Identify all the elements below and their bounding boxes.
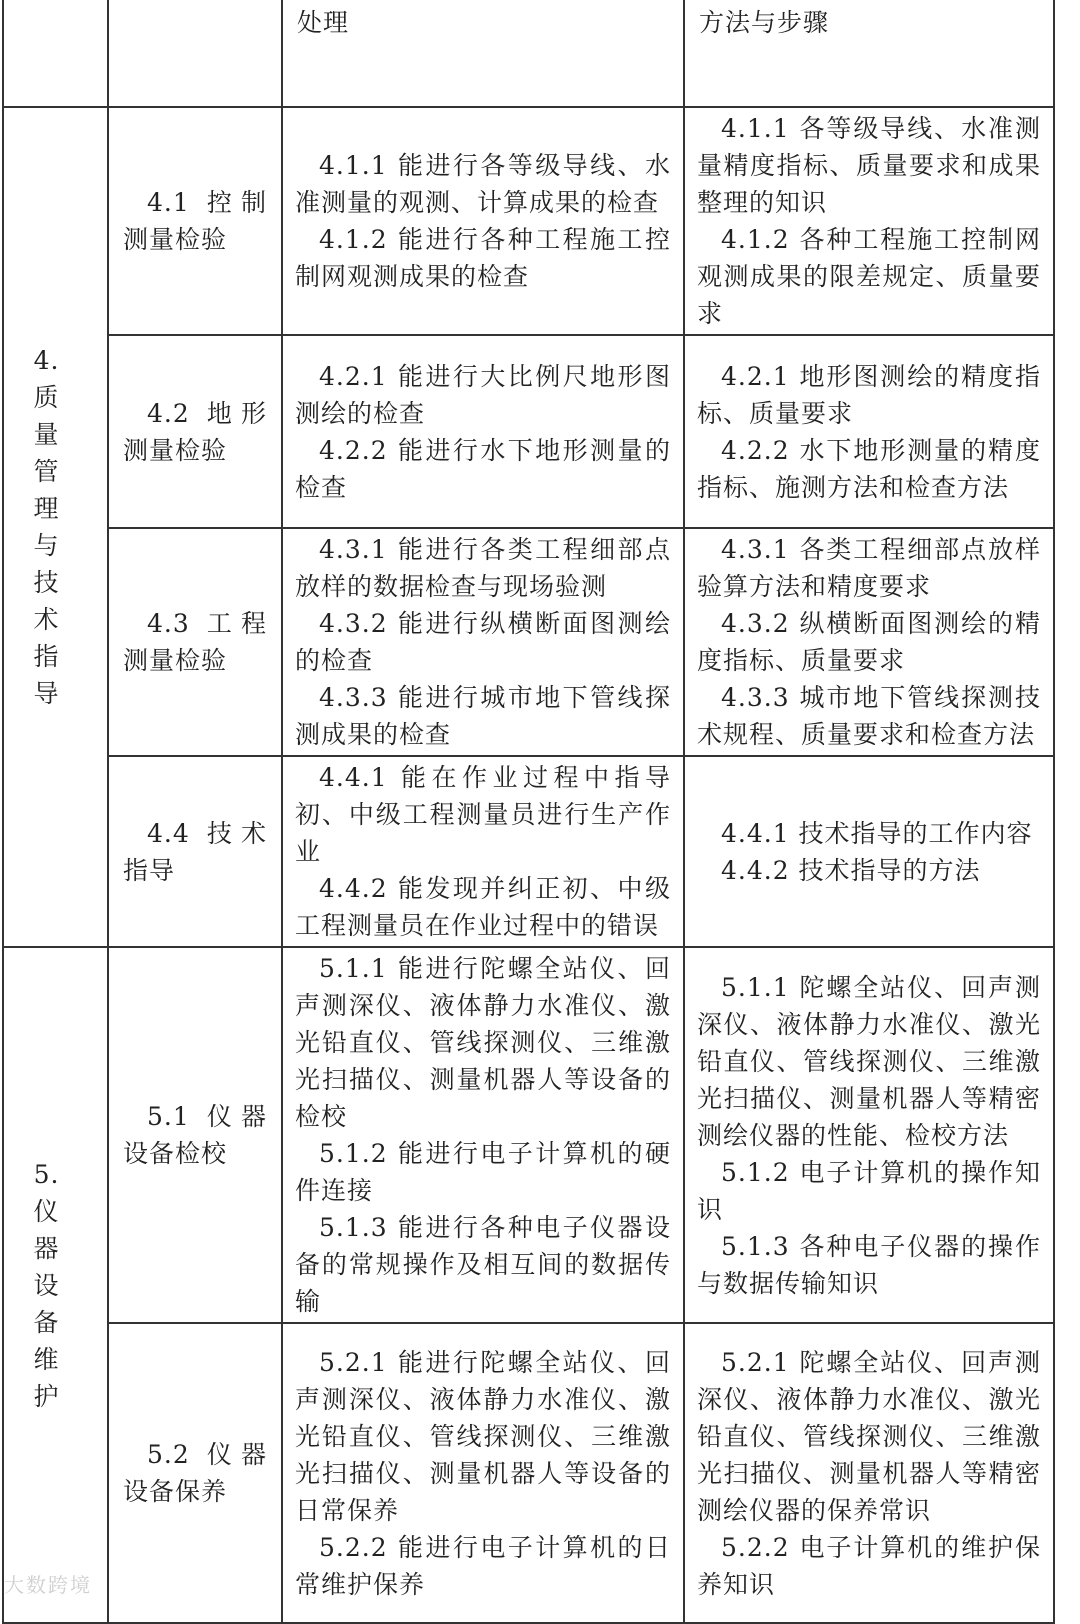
category-number: 5. — [33, 1159, 60, 1189]
unit-title-line1: 5.1 仪器 — [147, 1102, 267, 1131]
table-row — [3, 107, 1054, 335]
category-char: 理 — [33, 494, 60, 523]
skill-item: 4.3.2 能进行纵横断面图测绘的检查 — [295, 609, 671, 675]
unit-title-line1: 4.2 地形 — [147, 398, 267, 428]
category-char: 量 — [33, 420, 60, 449]
knowledge-item: 4.3.1 各类工程细部点放样验算方法和精度要求 — [697, 535, 1041, 601]
unit-title-line1: 5.2 仪器 — [147, 1440, 267, 1469]
unit-cell — [108, 107, 282, 335]
skill-item: 4.3.1 能进行各类工程细部点放样的数据检查与现场验测 — [295, 535, 671, 601]
knowledge-item: 4.3.2 纵横断面图测绘的精度指标、质量要求 — [697, 609, 1041, 675]
category-char: 护 — [33, 1381, 60, 1411]
category-char: 质 — [33, 383, 60, 412]
category-char: 设 — [33, 1270, 60, 1300]
category-number: 4. — [33, 346, 60, 375]
skill-cell — [282, 335, 684, 528]
skill-item: 4.4.2 能发现并纠正初、中级工程测量员在作业过程中的错误 — [295, 874, 671, 940]
knowledge-item: 4.1.2 各种工程施工控制网观测成果的限差规定、质量要求 — [697, 225, 1041, 328]
skill-cell — [282, 528, 684, 756]
unit-title-line2: 设备保养 — [123, 1477, 228, 1506]
table-header-row — [3, 0, 1054, 107]
skill-cell — [282, 947, 684, 1323]
skill-item: 5.2.2 能进行电子计算机的日常维护保养 — [295, 1532, 671, 1599]
knowledge-cell — [684, 335, 1054, 528]
category-char: 导 — [33, 679, 60, 708]
category-cell-quality-management — [3, 107, 108, 947]
watermark-text: 大数跨境 — [4, 1573, 92, 1597]
unit-title-line2: 设备检校 — [123, 1139, 228, 1168]
unit-cell — [108, 756, 282, 947]
knowledge-cell — [684, 107, 1054, 335]
header-cell-skills: 处理 — [282, 0, 684, 107]
category-char: 器 — [33, 1233, 60, 1263]
unit-title-line1: 4.1 控制 — [147, 188, 267, 217]
skill-item: 5.1.3 能进行各种电子仪器设备的常规操作及相互间的数据传输 — [295, 1213, 671, 1316]
category-cell-equipment-maintenance — [3, 947, 108, 1623]
skill-item: 4.4.1 能在作业过程中指导初、中级工程测量员进行生产作业 — [295, 763, 671, 866]
table-row — [3, 335, 1054, 528]
table-row — [3, 1323, 1054, 1623]
knowledge-item: 4.1.1 各等级导线、水准测量精度指标、质量要求和成果整理的知识 — [697, 114, 1041, 217]
header-cell-unit — [108, 0, 282, 107]
knowledge-item: 5.1.3 各种电子仪器的操作与数据传输知识 — [697, 1231, 1041, 1298]
knowledge-item: 4.2.2 水下地形测量的精度指标、施测方法和检查方法 — [697, 435, 1041, 502]
knowledge-item: 4.2.1 地形图测绘的精度指标、质量要求 — [697, 361, 1041, 428]
unit-title-line2: 测量检验 — [123, 646, 228, 675]
skill-item: 4.3.3 能进行城市地下管线探测成果的检查 — [295, 683, 671, 749]
category-char: 备 — [33, 1307, 60, 1337]
knowledge-cell — [684, 1323, 1054, 1623]
knowledge-item: 5.1.2 电子计算机的操作知识 — [697, 1157, 1041, 1224]
unit-title-line1: 4.3 工程 — [147, 609, 267, 638]
knowledge-item: 5.2.1 陀螺全站仪、回声测深仪、液体静力水准仪、激光铅直仪、管线探测仪、三维激光扫描仪、测量机器人等精密测绘仪器的保养常识 — [697, 1347, 1041, 1525]
skill-cell — [282, 1323, 684, 1623]
knowledge-item: 5.2.2 电子计算机的维护保养知识 — [697, 1532, 1041, 1599]
category-char: 技 — [33, 568, 60, 597]
header-cell-knowledge: 方法与步骤 — [684, 0, 1054, 107]
unit-title-line1: 4.4 技术 — [147, 818, 267, 848]
knowledge-item: 4.4.2 技术指导的方法 — [721, 855, 981, 885]
skill-item: 5.2.1 能进行陀螺全站仪、回声测深仪、液体静力水准仪、激光铅直仪、管线探测仪、三维激光扫描仪、测量机器人等设备的日常保养 — [295, 1347, 671, 1525]
skill-item: 5.1.2 能进行电子计算机的硬件连接 — [295, 1139, 671, 1205]
unit-cell — [108, 528, 282, 756]
skill-cell — [282, 756, 684, 947]
knowledge-item: 4.3.3 城市地下管线探测技术规程、质量要求和检查方法 — [697, 683, 1041, 749]
skill-item: 4.1.2 能进行各种工程施工控制网观测成果的检查 — [295, 225, 671, 291]
skill-cell — [282, 107, 684, 335]
skill-item: 4.2.2 能进行水下地形测量的检查 — [295, 435, 671, 502]
category-char: 指 — [33, 642, 60, 671]
category-char: 管 — [33, 457, 60, 486]
knowledge-item: 4.4.1 技术指导的工作内容 — [721, 818, 1033, 848]
category-char: 术 — [33, 605, 60, 634]
header-cell-category — [3, 0, 108, 107]
category-char: 维 — [33, 1344, 60, 1374]
unit-title-line2: 测量检验 — [123, 435, 228, 465]
knowledge-cell — [684, 947, 1054, 1323]
knowledge-item: 5.1.1 陀螺全站仪、回声测深仪、液体静力水准仪、激光铅直仪、管线探测仪、三维激光扫描仪、测量机器人等精密测绘仪器的性能、检校方法 — [697, 972, 1041, 1150]
table-row — [3, 528, 1054, 756]
unit-cell — [108, 947, 282, 1323]
unit-title-line2: 测量检验 — [123, 225, 228, 254]
category-char: 仪 — [33, 1196, 60, 1226]
unit-cell — [108, 1323, 282, 1623]
skill-item: 4.2.1 能进行大比例尺地形图测绘的检查 — [295, 361, 671, 428]
table-row — [3, 756, 1054, 947]
skills-table — [2, 0, 1055, 1624]
knowledge-cell — [684, 756, 1054, 947]
unit-title-line2: 指导 — [123, 855, 176, 885]
table-row — [3, 947, 1054, 1323]
knowledge-cell — [684, 528, 1054, 756]
unit-cell — [108, 335, 282, 528]
skill-item: 4.1.1 能进行各等级导线、水准测量的观测、计算成果的检查 — [295, 151, 671, 217]
skill-item: 5.1.1 能进行陀螺全站仪、回声测深仪、液体静力水准仪、激光铅直仪、管线探测仪、三维激光扫描仪、测量机器人等设备的检校 — [295, 954, 671, 1131]
category-char: 与 — [33, 531, 60, 560]
